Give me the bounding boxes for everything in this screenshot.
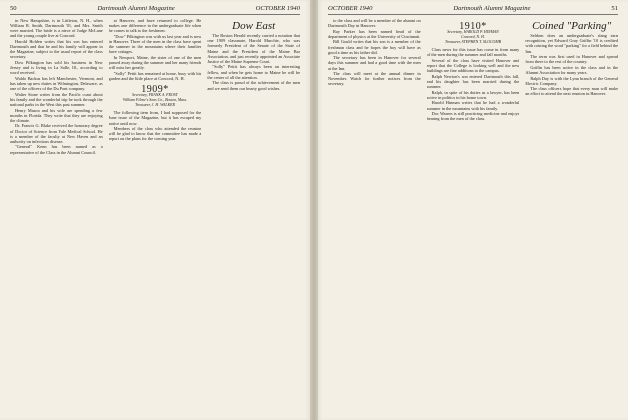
right-col-3 [525, 18, 618, 420]
paragraph: Doc Warren is still practicing medicine and enjoys hearing from the men of the class. [426, 111, 520, 122]
paragraph: Dr. Francis G. Blake received the honorary degree of Doctor of Science from Yale Medical School. He is a member of the faculty at New Haven and an authority on infectious disease. [10, 123, 103, 144]
paragraph: Class news for this issue has come in from many of the men during the summer and fall months. [426, 47, 520, 58]
running-head-right: Dartmouth Alumni Magazine [453, 5, 531, 12]
paragraph: "Solly" Pettit has remained at home, busy with his garden and the little place at Concord, N. H. [108, 70, 202, 81]
treasurer-line: Treasurer, J. H. WALKER [135, 102, 175, 107]
section-heading-1909: 1909* [141, 84, 169, 96]
issue-right: OCTOBER 1940 [328, 5, 373, 12]
paragraph: Harold Holden writes that his son has entered Dartmouth and that he and his family will appear in the Magazine, subject to the usual report of the class secretary. [10, 39, 103, 60]
paragraph: Waldo Backus has left Manchester, Vermont, and has taken up new duties in Wilmington, Delaware, as one of the officers of the Du Pont company. [10, 75, 103, 92]
paragraph: Griffin has been active in the class and in the Alumni Association for many years. [525, 64, 619, 76]
treasurer-line: Treasurer, STEPHEN T. SLOCOMB [445, 39, 501, 44]
paragraph: Bill Gould writes that his son is a member of the freshman class and he hopes the boy will have as good a time as his father did. [328, 39, 421, 55]
right-col-1 [328, 18, 421, 420]
paragraph: Ralph Day is with the Lynn branch of the General Electric Company. [525, 75, 619, 86]
left-page-header [10, 5, 300, 15]
section-heading-coined-parking: Coined "Parking" [532, 20, 612, 32]
paragraph: Ray Parker has been named head of the department of physics at the University of Cincinnati. [328, 28, 421, 39]
address-line: Concord, N. H. [461, 34, 485, 39]
paragraph: The Boston Herald recently carried a notation that one 1909 classmate, Harold Murchie, who was formerly President of the Senate of the State of Maine and the President of the Maine Bar Association, and just recently appointed an Associate Justice of the Maine Supreme Court. [207, 33, 301, 64]
paragraph: Several of the class have visited Hanover and report that the College is looking well and the new buildings are fine additions to the campus. [426, 57, 520, 74]
paragraph: Ralph Newton's son entered Dartmouth this fall, and his daughter has been married during the summer. [426, 73, 520, 90]
secretary-line: Secretary, FRANK A. FROST [132, 93, 178, 98]
left-col-3 [207, 18, 300, 420]
left-col-2 [109, 18, 202, 420]
paragraph: The following item from, I had supposed for the June issue of the Magazine, but it has escaped my notice until now. [108, 110, 202, 126]
paragraph: "Dow" Pilkington was with us last year and is now in Hanover. Three of the men in the class have spent the summer in the mountains where their families have cottages. [108, 33, 202, 55]
paragraph: Members of the class who attended the reunion will be glad to know that the committee has made a report on the plans for the coming year. [108, 126, 202, 142]
paragraph: The secretary has been in Hanover for several days this summer and had a good time with the men at the Inn. [328, 55, 421, 71]
secretary-line: Secretary, HAROLD P. HINMAN [447, 30, 499, 35]
left-col-1 [10, 18, 103, 420]
paragraph: Ralph, in spite of his duties as a lawyer, has been active in politics in his home town. [426, 89, 520, 100]
paragraph: The term was first used in Hanover and spread from there to the rest of the country. [525, 54, 619, 65]
issue-left: OCTOBER 1940 [255, 5, 300, 12]
right-col-2 [427, 18, 520, 420]
paragraph: In Newport, Maine, the sister of one of the men passed away during the summer and her many friends will miss her greatly. [108, 54, 202, 71]
section-heading-dow-east: Dow East [232, 20, 276, 32]
section-heading-1910: 1910* [459, 21, 487, 32]
right-page [318, 0, 628, 420]
paragraph: The class officers hope that every man will make an effort to attend the next reunion in Hanover. [525, 86, 619, 97]
paragraph: at Hanover, and have returned to college. He makes one difference in the undergraduate life when he comes to talk to the freshmen. [108, 18, 202, 34]
class-officers-1910 [427, 30, 520, 44]
class-officers-1909 [109, 93, 202, 107]
paragraph: "General" Kenn has been named as a representative of the Class in the Alumni Council. [10, 144, 103, 155]
paragraph: Walter Stone writes from the Pacific coast about his family and the wonderful trip he took through the national parks in the West this past summer. [10, 91, 103, 108]
paragraph: The class is proud of the achievement of the men and we send them our hearty good wishes. [207, 80, 301, 91]
paragraph: Seldom does an undergraduate's slang earn recognition, yet Edward Gray Griffin '10 is credited with coining the word "parking" for a field behind the Inn. [525, 33, 619, 54]
address-line: William Filene's Sons Co., Boston, Mass. [122, 97, 188, 102]
page-gutter [310, 0, 318, 420]
paragraph: to the class and will be a member of the alumni on Dartmouth Day in Hanover. [328, 18, 421, 29]
paragraph: Harold Hinman writes that he had a wonderful summer in the mountains with his family. [426, 100, 520, 111]
paragraph: in New Hampshire, is in Littleton, N. H., when William R. Smith, Dartmouth '01, and Mrs. Smith were married. The bride is a niece of Judge McLane and the young couple live at Concord. [10, 18, 103, 39]
paragraph: Dow Pilkington has sold his business in New Jersey and is living in La Salle, Ill., according to word received. [10, 60, 103, 76]
paragraph: "Solly" Pettit has always been an interesting fellow, and when he gets home to Maine he will be the center of all the attention. [207, 64, 301, 80]
paragraph: Henry Mason and his wife are spending a few months in Florida. They write that they are enjoying the climate. [10, 107, 103, 123]
left-page [0, 0, 310, 420]
running-head-left: Dartmouth Alumni Magazine [97, 5, 175, 12]
paragraph: The class will meet at the annual dinner in November. Watch for further notices from the secretary. [328, 71, 421, 87]
page-number-left: 50 [10, 5, 17, 12]
page-number-right: 51 [611, 5, 618, 12]
right-page-header [328, 5, 618, 15]
